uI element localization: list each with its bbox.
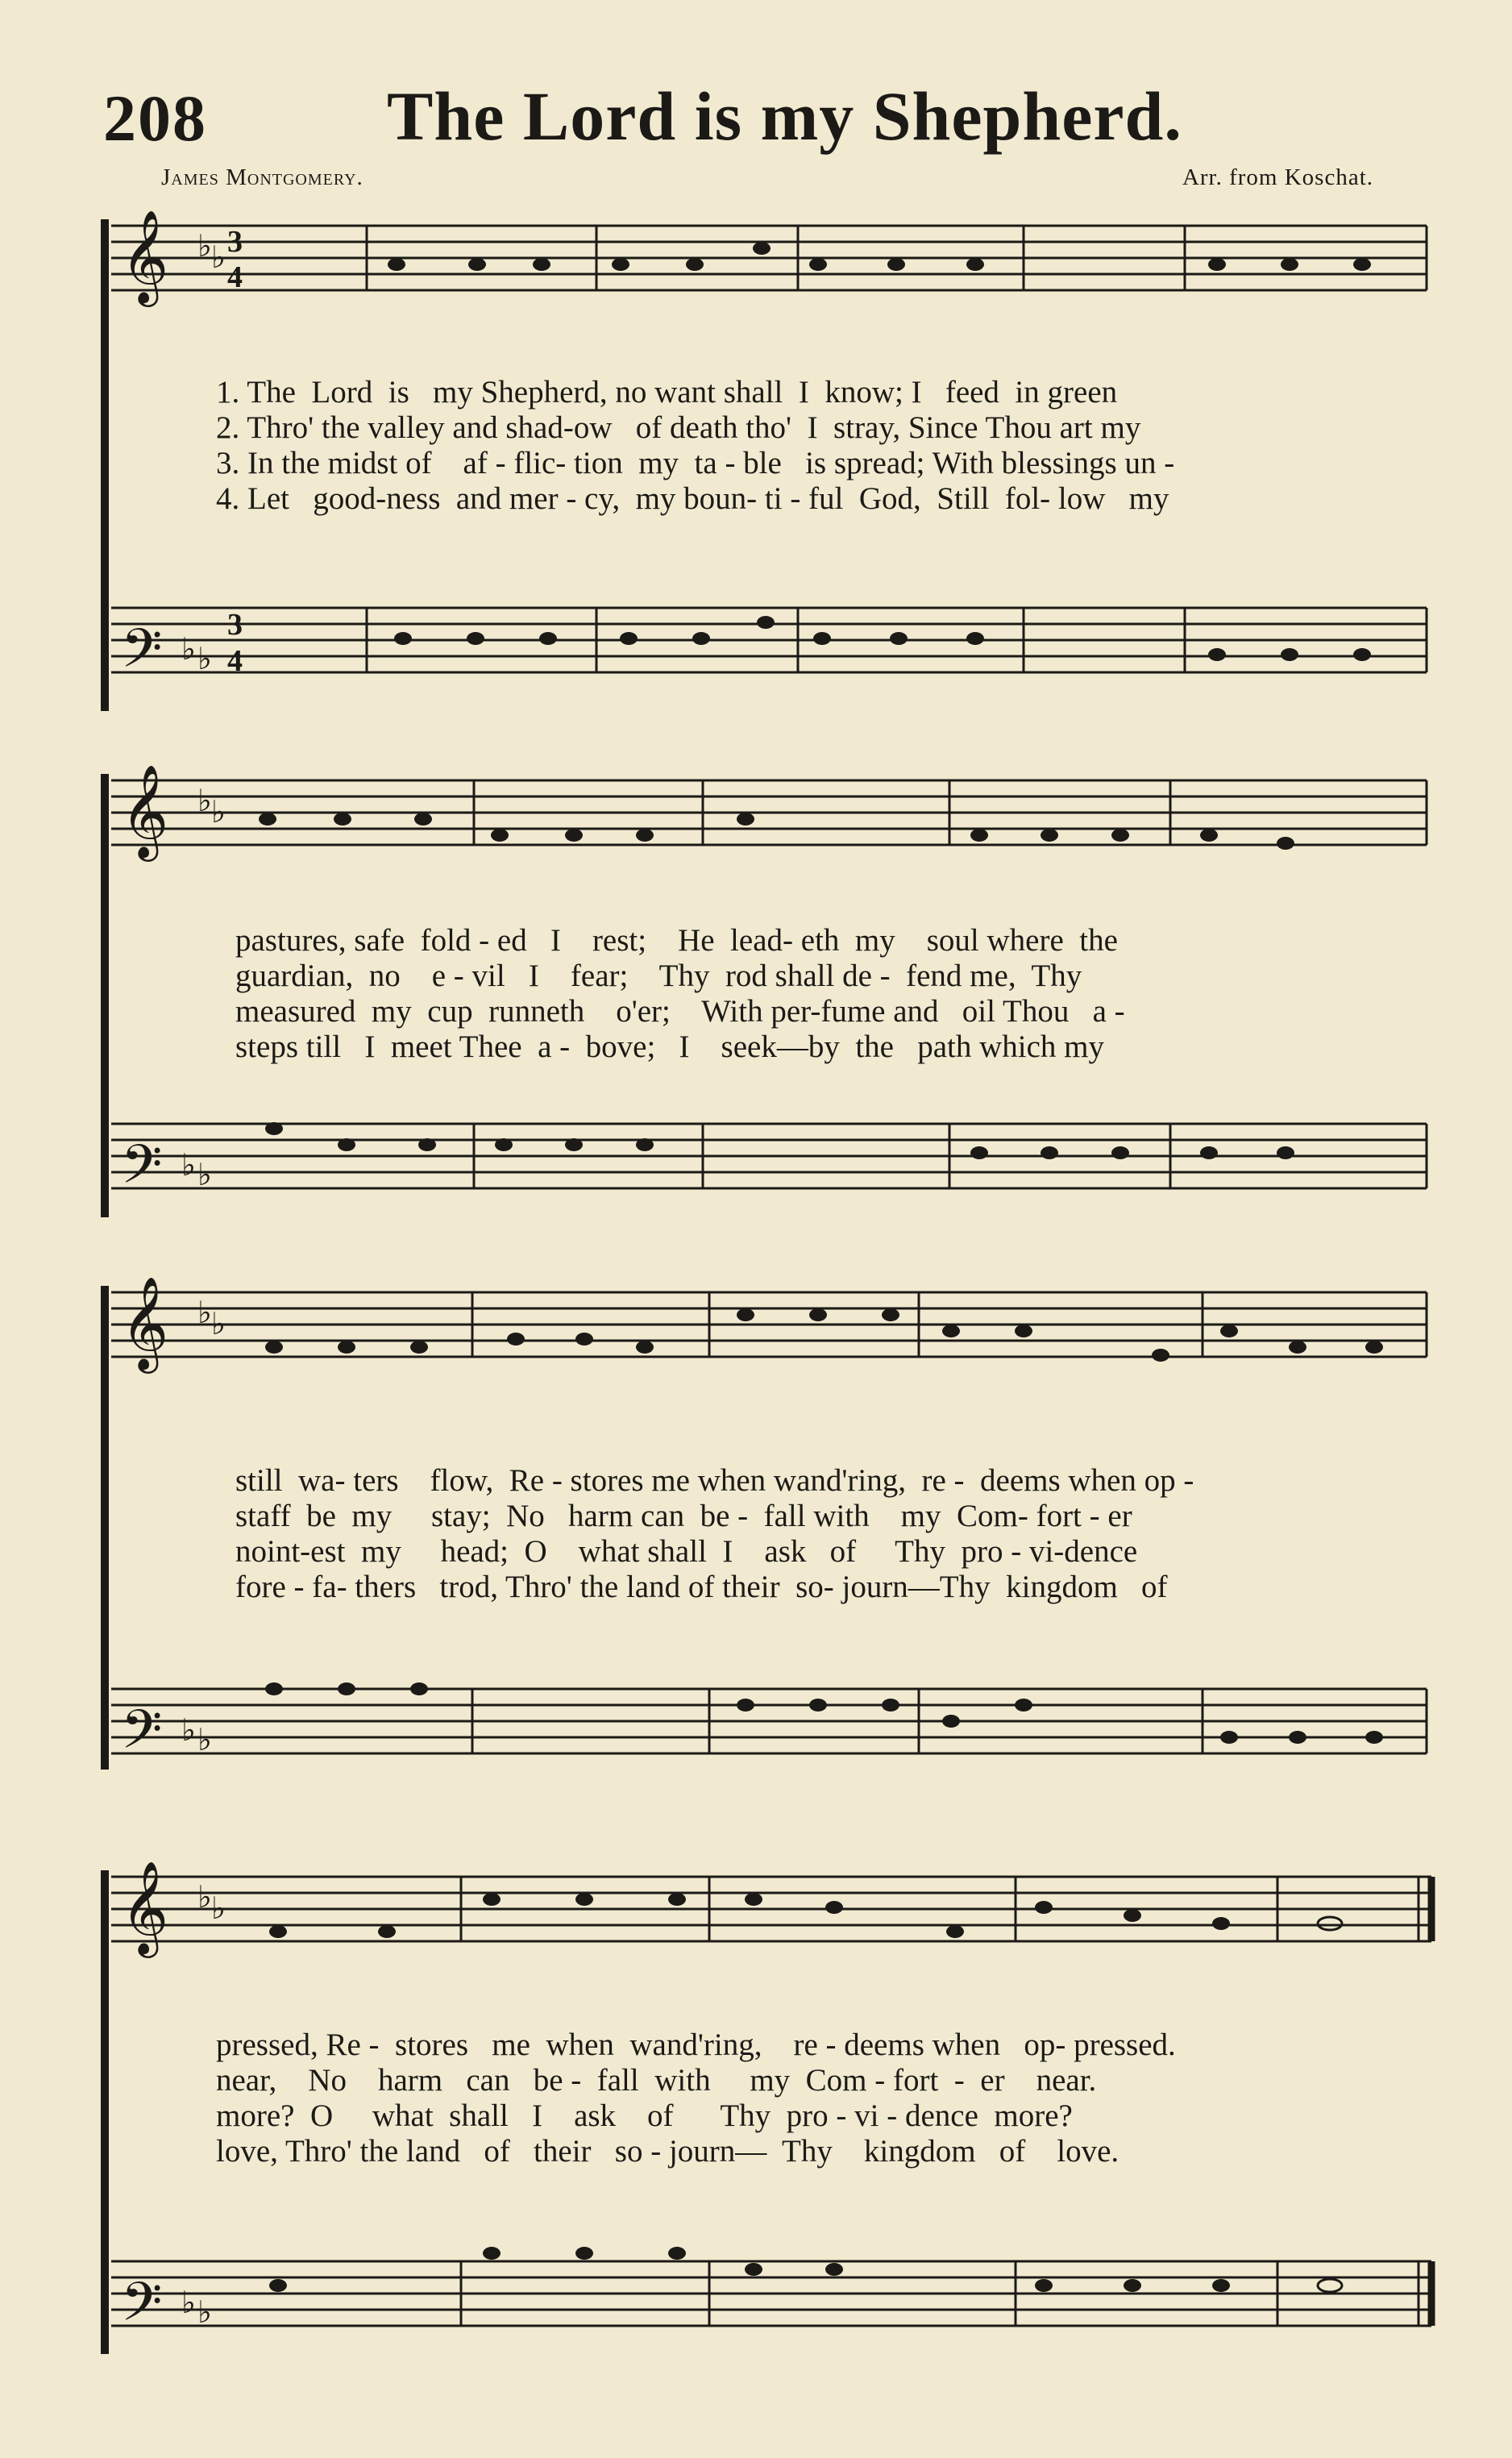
hymn-title: The Lord is my Shepherd. xyxy=(387,77,1182,155)
lyric-verse-3: 3. In the midst of af - flic- tion my ta - ble is spread; With blessings un - xyxy=(216,446,1175,480)
hymn-number: 208 xyxy=(103,81,207,155)
svg-text:𝄞: 𝄞 xyxy=(121,767,169,856)
lyric-verse-2: guardian, no e - vil I fear; Thy rod shall de - fend me, Thy xyxy=(235,959,1082,993)
arranger-credit: Arr. from Koschat. xyxy=(1182,164,1373,190)
svg-text:𝄢: 𝄢 xyxy=(121,621,163,692)
lyric-verse-4: 4. Let good-ness and mer - cy, my boun- ti - ful God, Still fol- low my xyxy=(216,481,1169,516)
lyric-verse-2: near, No harm can be - fall with my Com - fort - er near. xyxy=(216,2063,1097,2098)
svg-text:4: 4 xyxy=(227,644,243,678)
svg-text:𝄢: 𝄢 xyxy=(121,1702,163,1773)
svg-text:𝄞: 𝄞 xyxy=(121,1279,169,1368)
svg-text:𝄞: 𝄞 xyxy=(121,212,169,302)
lyric-verse-1: 1. The Lord is my Shepherd, no want shall I know; I feed in green xyxy=(216,375,1118,410)
svg-text:♭: ♭ xyxy=(197,1881,212,1915)
svg-text:♭: ♭ xyxy=(197,230,212,264)
svg-text:♭: ♭ xyxy=(197,1296,212,1330)
svg-text:4: 4 xyxy=(227,260,243,294)
lyrics-system-2 xyxy=(235,923,1408,1065)
lyric-verse-1: still wa- ters flow, Re - stores me when wand'ring, re - deems when op - xyxy=(235,1463,1194,1498)
svg-text:♭: ♭ xyxy=(211,1308,226,1341)
svg-text:♭: ♭ xyxy=(197,2296,212,2330)
svg-text:3: 3 xyxy=(227,225,243,259)
svg-text:♭: ♭ xyxy=(181,2286,196,2320)
lyric-verse-4: love, Thro' the land of their so - journ— Thy kingdom of love. xyxy=(216,2134,1119,2169)
svg-text:𝄢: 𝄢 xyxy=(121,1137,163,1208)
lyrics-system-3 xyxy=(235,1463,1408,1605)
svg-text:♭: ♭ xyxy=(181,633,196,667)
lyric-verse-4: steps till I meet Thee a - bove; I seek—by the path which my xyxy=(235,1029,1105,1064)
svg-text:♭: ♭ xyxy=(181,1149,196,1183)
svg-text:3: 3 xyxy=(227,608,243,642)
lyric-verse-4: fore - fa- thers trod, Thro' the land of their so- journ—Thy kingdom of xyxy=(235,1570,1168,1604)
svg-text:♭: ♭ xyxy=(211,796,226,830)
author-credit: James Montgomery. xyxy=(161,164,363,190)
lyric-verse-1: pressed, Re - stores me when wand'ring, re - deems when op- pressed. xyxy=(216,2028,1176,2062)
svg-text:♭: ♭ xyxy=(211,1892,226,1926)
lyric-verse-3: measured my cup runneth o'er; With per-fume and oil Thou a - xyxy=(235,994,1125,1029)
svg-text:♭: ♭ xyxy=(211,241,226,275)
lyric-verse-3: noint-est my head; O what shall I ask of Thy pro - vi-dence xyxy=(235,1534,1138,1569)
lyric-verse-3: more? O what shall I ask of Thy pro - vi - dence more? xyxy=(216,2098,1073,2133)
svg-text:♭: ♭ xyxy=(197,643,212,676)
svg-text:♭: ♭ xyxy=(197,1724,212,1757)
svg-text:𝄢: 𝄢 xyxy=(121,2274,163,2345)
lyric-verse-1: pastures, safe fold - ed I rest; He lead- eth my soul where the xyxy=(235,923,1118,958)
svg-text:𝄞: 𝄞 xyxy=(121,1863,169,1953)
lyric-verse-2: 2. Thro' the valley and shad-ow of death tho' I stray, Since Thou art my xyxy=(216,410,1141,445)
lyric-verse-2: staff be my stay; No harm can be - fall with my Com- fort - er xyxy=(235,1499,1132,1533)
svg-text:♭: ♭ xyxy=(197,1158,212,1192)
svg-text:♭: ♭ xyxy=(197,784,212,818)
svg-text:♭: ♭ xyxy=(181,1714,196,1748)
lyrics-system-4 xyxy=(216,2028,1409,2169)
lyrics-system-1 xyxy=(216,375,1441,517)
